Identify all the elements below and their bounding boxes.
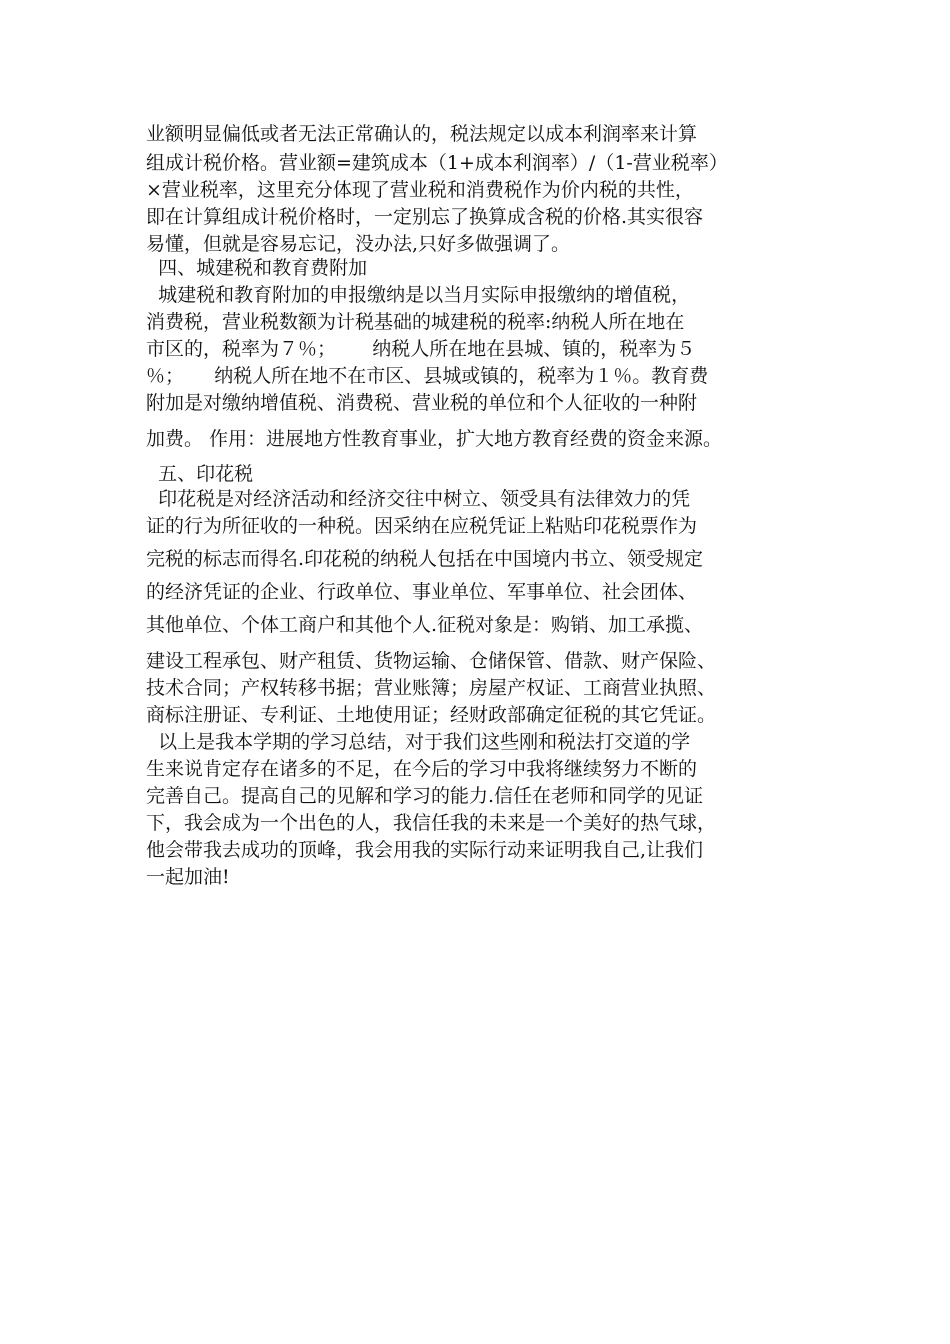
text-line: 易懂，但就是容易忘记，没办法,只好多做强调了。 bbox=[146, 233, 571, 255]
text-line: 证的行为所征收的一种税。因采纳在应税凭证上粘贴印花税票作为 bbox=[146, 515, 698, 537]
text-line: 他会带我去成功的顶峰，我会用我的实际行动来证明我自己,让我们 bbox=[146, 839, 704, 861]
text-line: 附加是对缴纳增值税、消费税、营业税的单位和个人征收的一种附 bbox=[146, 392, 698, 414]
text-line: 完税的标志而得名.印花税的纳税人包括在中国境内书立、领受规定 bbox=[146, 548, 704, 570]
text-line: 的经济凭证的企业、行政单位、事业单位、军事单位、社会团体、 bbox=[146, 581, 698, 603]
text-line: 市区的，税率为７％； 纳税人所在地在县城、镇的，税率为５ bbox=[146, 338, 696, 360]
text-line: 以上是我本学期的学习总结，对于我们这些刚和税法打交道的学 bbox=[146, 731, 691, 753]
text-line: 城建税和教育附加的申报缴纳是以当月实际申报缴纳的增值税， bbox=[146, 284, 691, 306]
text-line: 其他单位、个体工商户和其他个人.征税对象是：购销、加工承揽、 bbox=[146, 614, 704, 636]
text-line: 加费。 作用：进展地方性教育事业，扩大地方教育经费的资金来源。 bbox=[146, 428, 723, 450]
text-line: 印花税是对经济活动和经济交往中树立、领受具有法律效力的凭 bbox=[146, 488, 691, 510]
text-line: ×营业税率，这里充分体现了营业税和消费税作为价内税的共性， bbox=[146, 179, 694, 201]
text-line: 生来说肯定存在诸多的不足，在今后的学习中我将继续努力不断的 bbox=[146, 758, 698, 780]
text-line: ％； 纳税人所在地不在市区、县城或镇的，税率为１％。教育费 bbox=[146, 365, 709, 387]
text-line: 一起加油! bbox=[146, 866, 230, 888]
text-line: 商标注册证、专利证、土地使用证；经财政部确定征税的其它凭证。 bbox=[146, 704, 717, 726]
text-line: 消费税，营业税数额为计税基础的城建税的税率:纳税人所在地在 bbox=[146, 311, 685, 333]
section-heading: 五、印花税 bbox=[146, 463, 254, 485]
text-line: 下，我会成为一个出色的人，我信任我的未来是一个美好的热气球， bbox=[146, 812, 717, 834]
text-line: 即在计算组成计税价格时，一定别忘了换算成含税的价格.其实很容 bbox=[146, 206, 704, 228]
text-line: 完善自己。提高自己的见解和学习的能力.信任在老师和同学的见证 bbox=[146, 785, 704, 807]
text-line: 组成计税价格。营业额=建筑成本（1+成本利润率）/（1-营业税率） bbox=[146, 152, 728, 174]
text-line: 建设工程承包、财产租赁、货物运输、仓储保管、借款、财产保险、 bbox=[146, 650, 717, 672]
text-line: 技术合同；产权转移书据；营业账簿；房屋产权证、工商营业执照、 bbox=[146, 677, 717, 699]
text-line: 业额明显偏低或者无法正常确认的，税法规定以成本利润率来计算 bbox=[146, 123, 698, 145]
section-heading: 四、城建税和教育费附加 bbox=[146, 257, 368, 279]
